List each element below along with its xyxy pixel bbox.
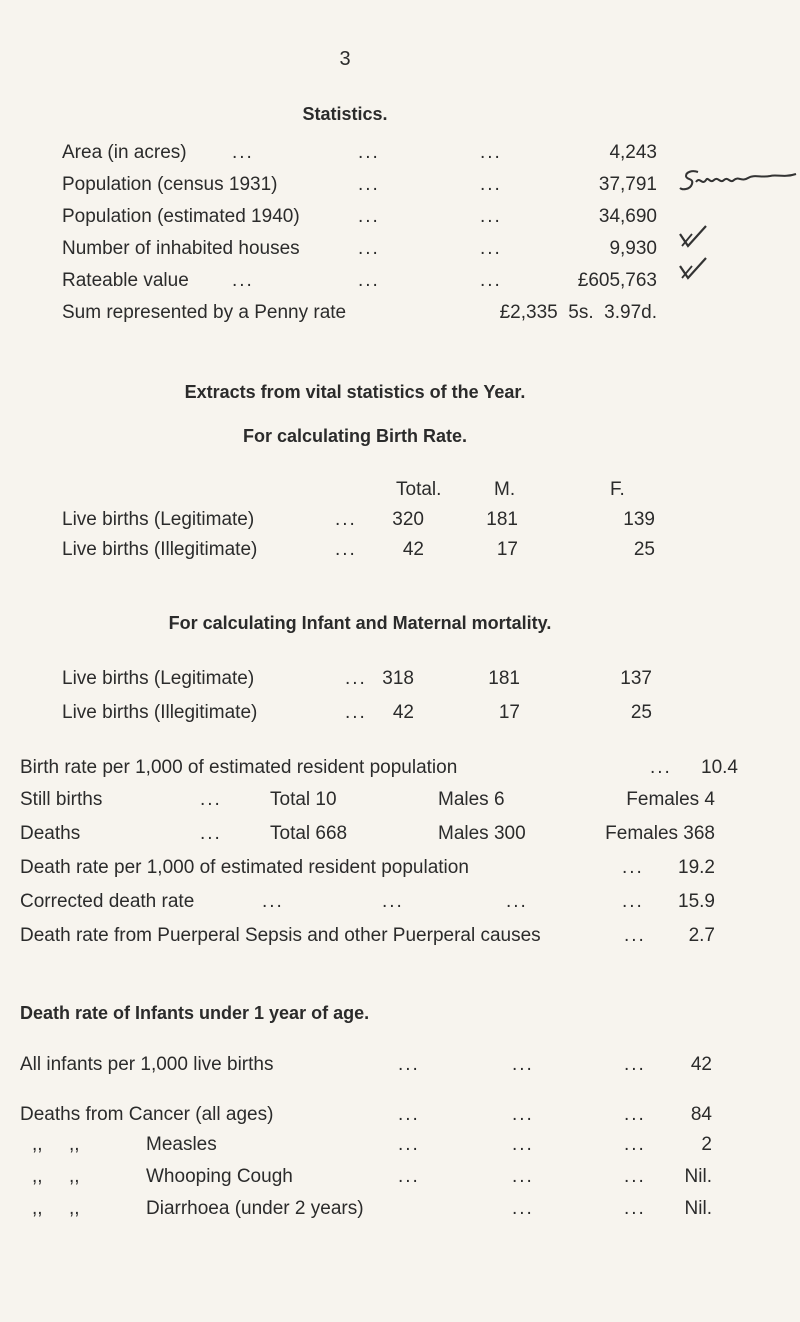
stat-label: Rateable value [62,270,189,291]
row-label: Live births (Legitimate) [62,668,255,689]
row-label: Birth rate per 1,000 of estimated resident population [20,757,458,778]
column-total: Total. [396,479,442,500]
deaths-females: Females 368 [605,823,715,844]
stat-row-penny-rate [0,302,800,332]
stat-value: 34,690 [598,206,657,227]
check-mark-icon [676,222,710,252]
cell-female: 25 [633,539,655,560]
statistics-heading: Statistics. [302,104,388,124]
stat-value: 37,791 [598,174,657,195]
leader-dots: ... [624,925,646,946]
leader-dots: ... [358,238,380,259]
stat-label: Population (estimated 1940) [62,206,300,227]
row-label: Deaths from Cancer (all ages) [20,1104,274,1125]
stat-value: 9,930 [609,238,657,259]
row-value: 19.2 [678,857,715,878]
leader-dots: ... [622,857,644,878]
stat-value: 4,243 [609,142,657,163]
row-label: Death rate from Puerperal Sepsis and other Puerperal causes [20,925,541,946]
cancer-row [0,1104,800,1134]
leader-dots: ... [512,1134,534,1155]
leader-dots: ... [624,1166,646,1187]
row-label: Still births [20,789,103,810]
leader-dots: ... [480,270,502,291]
measles-row [0,1134,800,1164]
leader-dots: ... [262,891,284,912]
ditto-marks: ,, ,, [32,1198,80,1219]
leader-dots: ... [398,1104,420,1125]
column-female: F. [610,479,625,500]
row-label: Death rate per 1,000 of estimated resident population [20,857,469,878]
leader-dots: ... [200,823,222,844]
cell-female: 139 [623,509,655,530]
cell-total: 42 [392,702,414,723]
row-value: Nil. [684,1166,712,1187]
handwritten-signature [672,162,800,198]
still-births-row [0,789,800,819]
still-births-females: Females 4 [626,789,715,810]
leader-dots: ... [232,142,254,163]
mortality-row-legitimate [0,668,800,698]
row-label: Diarrhoea (under 2 years) [146,1198,364,1219]
leader-dots: ... [232,270,254,291]
leader-dots: ... [358,142,380,163]
stat-label: Number of inhabited houses [62,238,300,259]
row-label: Measles [146,1134,217,1155]
cell-female: 137 [620,668,652,689]
row-value: 15.9 [678,891,715,912]
cell-total: 320 [392,509,424,530]
row-label: Deaths [20,823,81,844]
leader-dots: ... [622,891,644,912]
deaths-row [0,823,800,853]
column-male: M. [494,479,516,500]
leader-dots: ... [624,1198,646,1219]
row-label: All infants per 1,000 live births [20,1054,274,1075]
row-value: 2.7 [688,925,715,946]
leader-dots: ... [382,891,404,912]
infants-heading: Death rate of Infants under 1 year of age. [20,1003,370,1023]
infants-all-row [0,1054,800,1084]
birth-table-header [0,479,800,509]
leader-dots: ... [200,789,222,810]
leader-dots: ... [345,668,367,689]
row-value: 42 [690,1054,712,1075]
leader-dots: ... [358,270,380,291]
leader-dots: ... [398,1166,420,1187]
leader-dots: ... [358,174,380,195]
death-rate-row [0,857,800,887]
leader-dots: ... [512,1054,534,1075]
stat-value: £2,335 5s. 3.97d. [499,302,657,323]
stat-label: Sum represented by a Penny rate [62,302,347,323]
cell-male: 17 [498,702,520,723]
leader-dots: ... [624,1054,646,1075]
row-label: Corrected death rate [20,891,195,912]
row-value: Nil. [684,1198,712,1219]
leader-dots: ... [506,891,528,912]
cell-male: 181 [488,668,520,689]
leader-dots: ... [398,1054,420,1075]
leader-dots: ... [624,1104,646,1125]
row-label: Live births (Legitimate) [62,509,255,530]
cell-total: 318 [382,668,414,689]
leader-dots: ... [512,1198,534,1219]
leader-dots: ... [480,206,502,227]
extracts-heading: Extracts from vital statistics of the Year. [184,382,526,402]
leader-dots: ... [335,539,357,560]
leader-dots: ... [398,1134,420,1155]
leader-dots: ... [480,142,502,163]
row-label: Live births (Illegitimate) [62,702,258,723]
leader-dots: ... [650,757,672,778]
ditto-marks: ,, ,, [32,1134,80,1155]
cell-male: 181 [486,509,518,530]
leader-dots: ... [624,1134,646,1155]
birth-row-legitimate [0,509,800,539]
check-mark-icon [676,254,710,284]
stat-label: Area (in acres) [62,142,187,163]
row-label: Live births (Illegitimate) [62,539,258,560]
whooping-cough-row [0,1166,800,1196]
row-value: 84 [690,1104,712,1125]
birth-rate-row [0,757,800,787]
cell-female: 25 [630,702,652,723]
cell-male: 17 [496,539,518,560]
stat-label: Population (census 1931) [62,174,278,195]
row-value: 2 [701,1134,712,1155]
still-births-males: Males 6 [438,789,505,810]
leader-dots: ... [512,1166,534,1187]
leader-dots: ... [358,206,380,227]
still-births-total: Total 10 [270,789,337,810]
row-value: 10.4 [701,757,738,778]
leader-dots: ... [335,509,357,530]
cell-total: 42 [402,539,424,560]
page-number: 3 [339,48,351,70]
deaths-males: Males 300 [438,823,526,844]
mortality-row-illegitimate [0,702,800,732]
infant-maternal-heading: For calculating Infant and Maternal mortality. [168,613,552,633]
diarrhoea-row [0,1198,800,1228]
stat-value: £605,763 [577,270,657,291]
leader-dots: ... [512,1104,534,1125]
puerperal-row [0,925,800,955]
row-label: Whooping Cough [146,1166,293,1187]
deaths-total: Total 668 [270,823,348,844]
leader-dots: ... [480,174,502,195]
ditto-marks: ,, ,, [32,1166,80,1187]
leader-dots: ... [345,702,367,723]
corrected-death-rate-row [0,891,800,921]
birth-row-illegitimate [0,539,800,569]
leader-dots: ... [480,238,502,259]
birth-rate-heading: For calculating Birth Rate. [242,426,468,446]
